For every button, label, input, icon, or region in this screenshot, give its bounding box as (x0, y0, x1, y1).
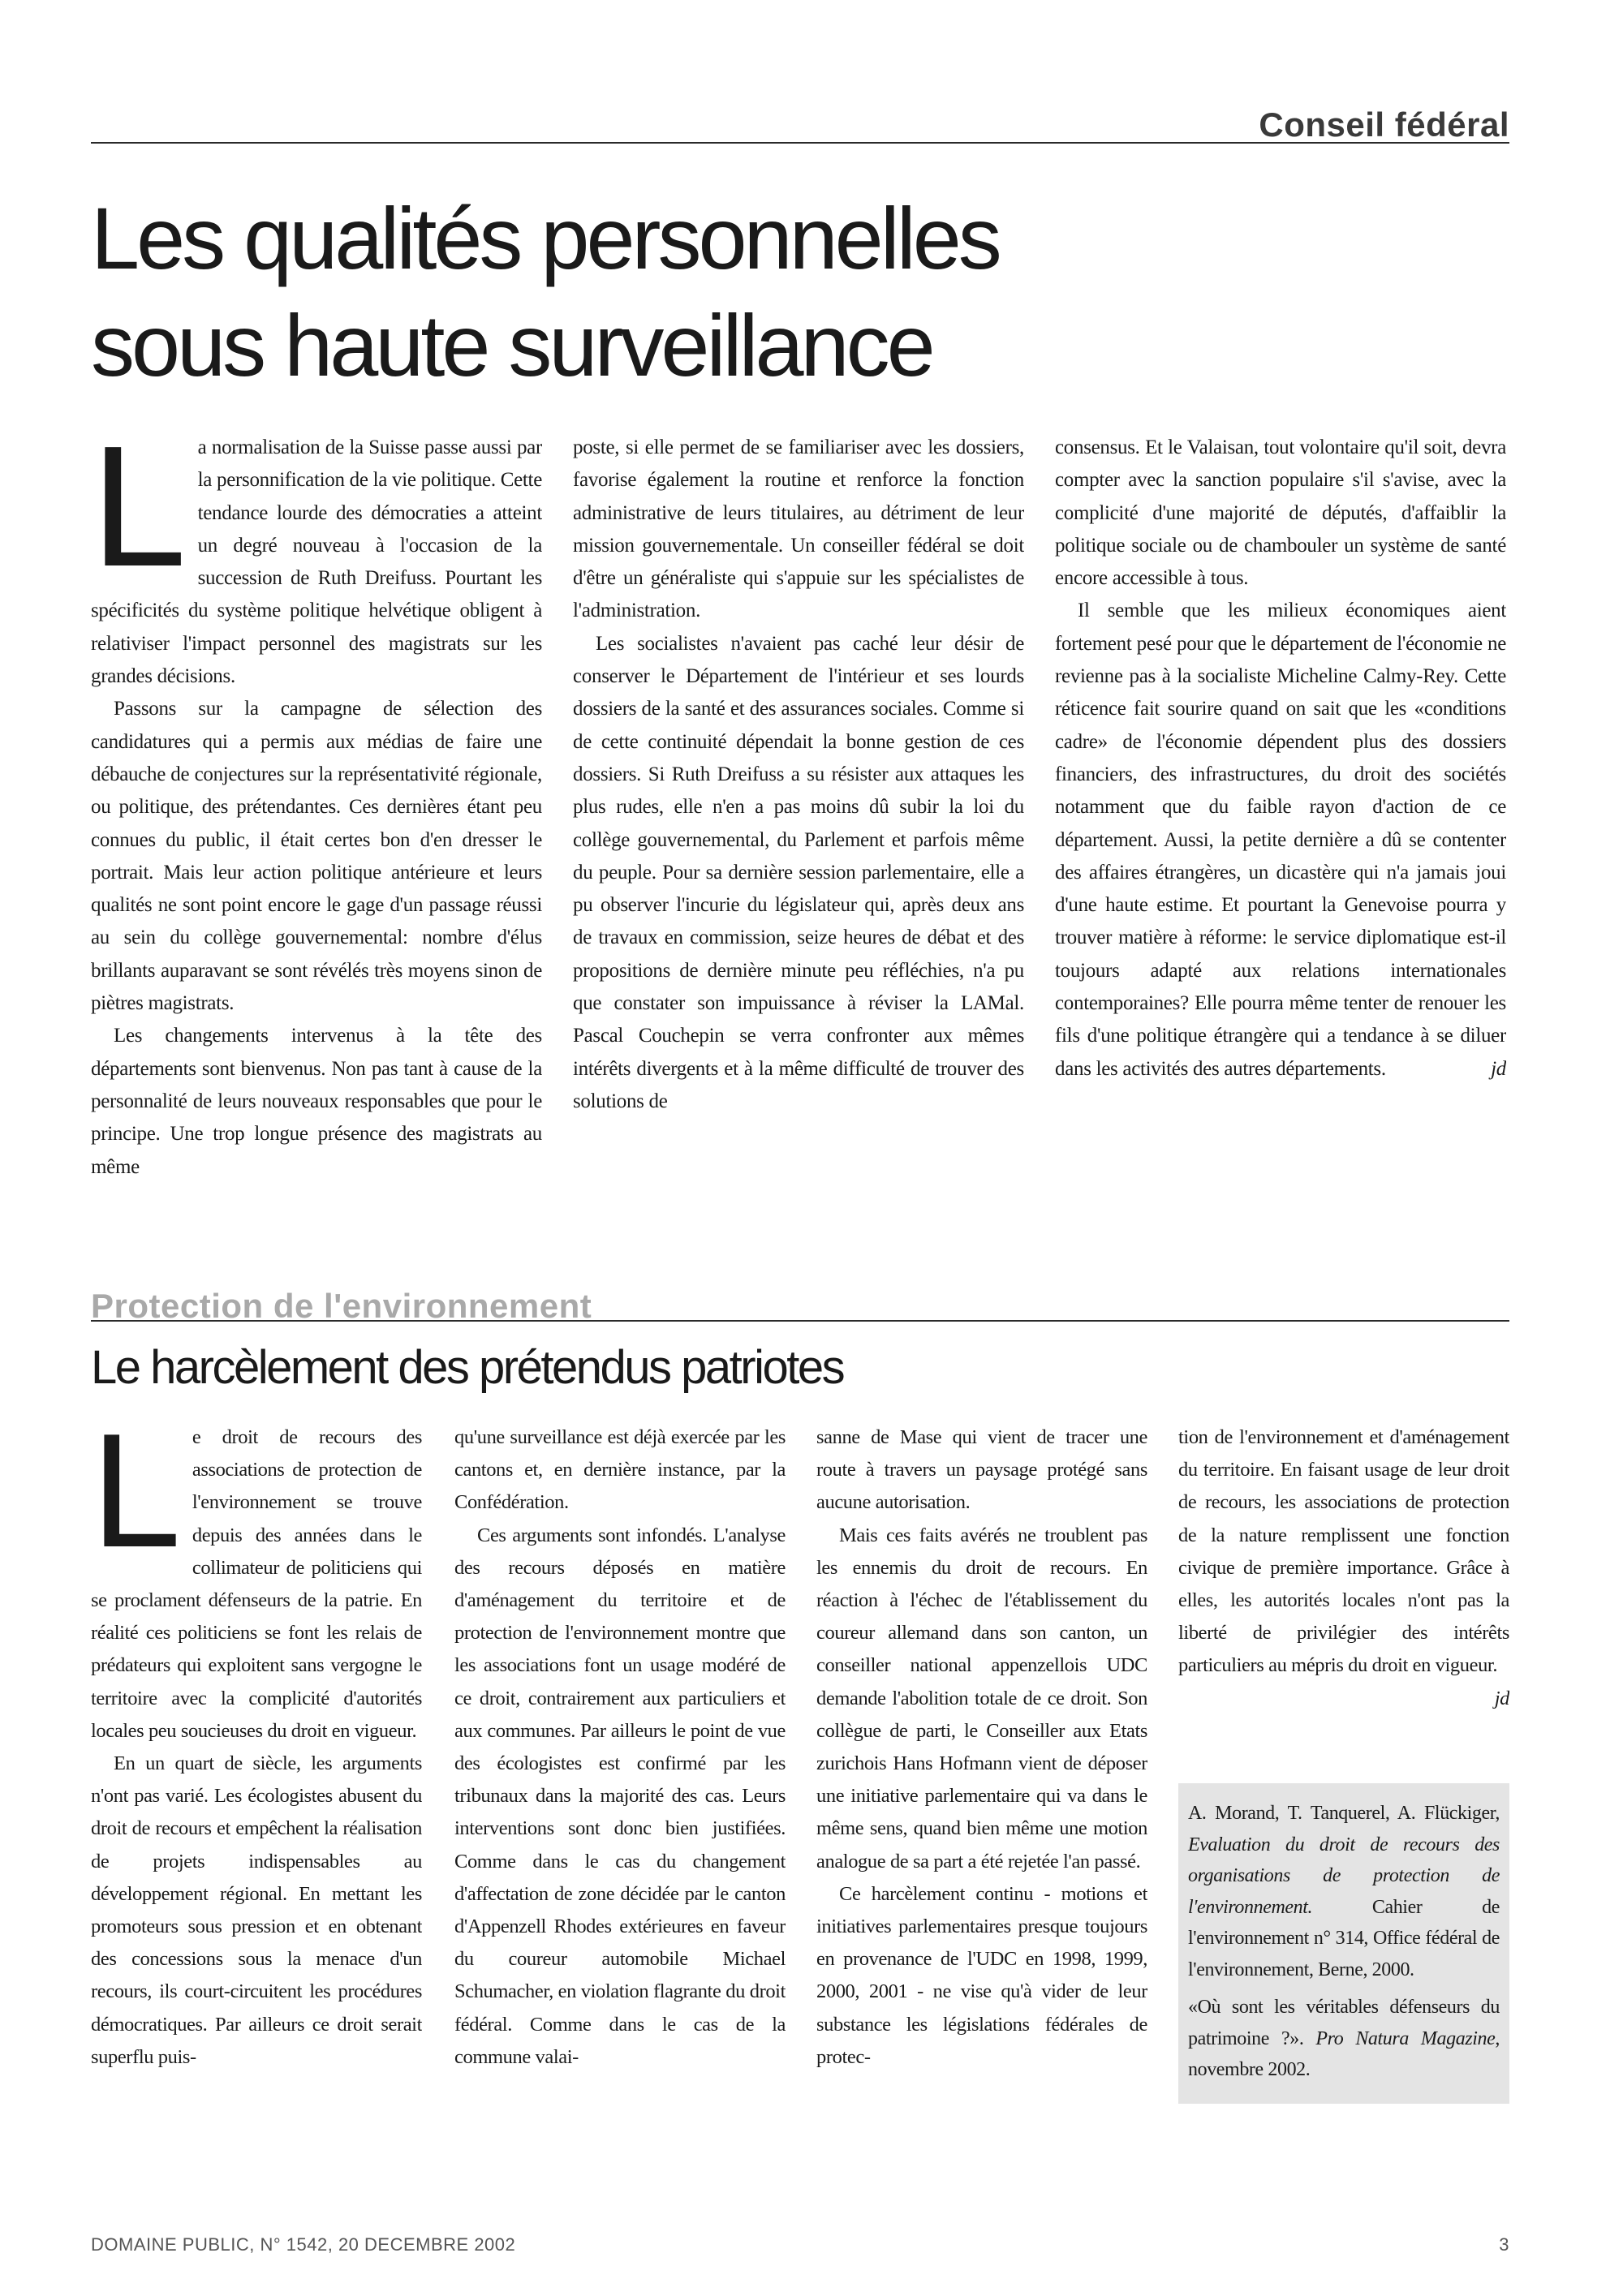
article2-paragraph: Ce harcèlement continu - motions et initiatives parlementaires presque toujours en provenance de l'UDC en 1998, 1999, 2000, 2001 - ne vise qu'à vider de leur substance les législations fédérales de protec- (816, 1882, 1147, 2068)
article1-paragraph: Il semble que les milieux économiques aient fortement pesé pour que le département de l'économie ne revienne pas à la socialiste Micheline Calmy-Rey. Cette réticence fait sourire quand on sait que les «conditions cadre» de l'économie dépendent plus des dossiers financiers, des infrastructures, du droit des sociétés notamment que du faible rayon d'action de ce département. Aussi, la petite dernière a dû se contenter des affaires étrangères, un dicastère qui n'a jamais joui d'une haute estime. Et pourtant la Genevoise pourra y trouver matière à réforme: le service diplomatique est-il toujours adapté aux relations internationales contemporaines? Elle pourra même tenter de renouer les fils d'une politique étrangère qui a tendance à se diluer dans les activités des autres départements. jd (1055, 595, 1506, 1085)
article2-paragraph: qu'une surveillance est déjà exercée par les cantons et, en dernière instance, par la Confédération. (454, 1426, 786, 1514)
author-signature: jd (1491, 1057, 1506, 1080)
article2-paragraph: Le droit de recours des associations de protection de l'environnement se trouve depuis des années dans le collimateur de politiciens qui se proclament défenseurs de la patrie. En réalité ces politiciens se font les relais de prédateurs qui exploitent sans vergogne le territoire avec la complicité d'autorités locales peu soucieuses du droit en vigueur. (91, 1421, 422, 1742)
article1-headline (91, 185, 1308, 399)
reference-title: Pro Natura Magazine (1315, 2027, 1496, 2049)
reference-item: «Où sont les véritables défenseurs du patrimoine ?». Pro Natura Magazine, novembre 2002. (1188, 1997, 1500, 2080)
headline-line-1: Les qualités personnelles (91, 189, 999, 287)
article2-paragraph: sanne de Mase qui vient de tracer une route à travers un paysage protégé sans aucune autorisation. (816, 1426, 1147, 1514)
footer-publication-info: DOMAINE PUBLIC, N° 1542, 20 DECEMBRE 2002 (91, 2234, 516, 2255)
reference-item: A. Morand, T. Tanquerel, A. Flückiger, Evaluation du droit de recours des organisations de protection de l'environnement. Cahier de l'environnement n° 314, Office fédéral de l'environnement, Berne, 2000. (1188, 1803, 1500, 1980)
page-number: 3 (1499, 2234, 1509, 2255)
drop-cap: L (91, 432, 187, 602)
article2-paragraph: En un quart de siècle, les arguments n'ont pas varié. Les écologistes abusent du droit de recours et empêchent la réalisation de projets indispensables au développement régional. En mettant les promoteurs sous pression et en obtenant des concessions sous la menace d'un recours, ils court-circuitent les procédures démocratiques. Par ailleurs ce droit serait superflu puis- (91, 1752, 422, 2068)
article2-column-4 (1178, 1421, 1509, 1778)
section-divider (91, 142, 1509, 144)
article2-headline: Le harcèlement des prétendus patriotes (91, 1341, 844, 1394)
article2-paragraph: tion de l'environnement et d'aménagement du territoire. En faisant usage de leur droit de recours, les associations de protection de la nature remplissent une fonction civique de première importance. Grâce à elles, les autorités locales n'ont pas la liberté de privilégier des intérêts particuliers au mépris du droit en vigueur. jd (1178, 1421, 1509, 1683)
section-label-conseil-federal: Conseil fédéral (1259, 105, 1509, 144)
reference-title: Evaluation du droit de recours des organisations de protection de l'environnement. (1188, 1834, 1500, 1918)
article1-paragraph: consensus. Et le Valaisan, tout volontaire qu'il soit, devra compter avec la sanction populaire s'il s'avise, avec la complicité d'une majorité de députés, d'affaiblir la politique sociale ou de chambouler un système de santé encore accessible à tous. (1055, 436, 1506, 590)
author-signature: jd (1494, 1687, 1509, 1709)
article1-paragraph: poste, si elle permet de se familiariser avec les dossiers, favorise également la routine et renforce la fonction administrative de leurs titulaires, au détriment de leur mission gouvernementale. Un conseiller fédéral se doit d'être un généraliste qui s'appuie sur les spécialistes de l'administration. (573, 436, 1024, 622)
article2-column-3 (816, 1421, 1147, 2176)
section-divider (91, 1320, 1509, 1322)
references-sidebar (1178, 1783, 1509, 2104)
article2-paragraph: Ces arguments sont infondés. L'analyse des recours déposés en matière d'aménagement du territoire et de protection de l'environnement montre que les associations font un usage modéré de ce droit, contrairement aux particuliers et aux communes. Par ailleurs le point de vue des écologistes est confirmé par les tribunaux dans la majorité des cas. Leurs interventions sont donc bien justifiées. Comme dans le cas du changement d'affectation de zone décidée par le canton d'Appenzell Rhodes extérieures en faveur du coureur automobile Michael Schumacher, en violation flagrante du droit fédéral. Comme dans le cas de la commune valai- (454, 1524, 786, 2068)
article1-paragraph: Les changements intervenus à la tête des départements sont bienvenus. Non pas tant à cause de la personnalité de leurs nouveaux responsables que pour le principe. Une trop longue présence des magistrats au même (91, 1025, 542, 1178)
article1-column-2 (573, 432, 1024, 1227)
article2-column-1 (91, 1421, 422, 2176)
section-label-protection-environnement: Protection de l'environnement (91, 1287, 592, 1325)
article1-paragraph: Passons sur la campagne de sélection des candidatures qui a permis aux médias de faire une débauche de conjectures sur la représentativité régionale, ou politique, des prétendantes. Ces dernières étant peu connues du public, il était certes bon d'en dresser le portrait. Mais leur action politique antérieure et leurs qualités ne sont point encore le gage d'un passage réussi au sein du collège gouvernemental: nombre d'élus brillants auparavant se sont révélés très moyens sinon de piètres magistrats. (91, 698, 542, 1015)
headline-line-2: sous haute surveillance (91, 296, 932, 394)
article1-column-3 (1055, 432, 1506, 1227)
drop-cap: L (91, 1421, 181, 1581)
article1-paragraph: Les socialistes n'avaient pas caché leur désir de conserver le Département de l'intérieur et ses lourds dossiers de la santé et des assurances sociales. Comme si de cette continuité dépendait la bonne gestion de ces dossiers. Si Ruth Dreifuss a su résister aux attaques les plus rudes, elle n'en a pas moins dû subir la loi du collège gouvernemental, du Parlement et parfois même du peuple. Pour sa dernière session parlementaire, elle a pu observer l'incurie du législateur qui, après deux ans de travaux en commission, seize heures de débat et des propositions de dernière minute peu réfléchies, n'a pu que constater son impuissance à réviser la LAMal. Pascal Couchepin se verra confronter aux mêmes intérêts divergents et à la même difficulté de trouver des solutions de (573, 632, 1024, 1112)
article2-column-2 (454, 1421, 786, 2176)
article1-column-1 (91, 432, 542, 1227)
article1-paragraph: La normalisation de la Suisse passe aussi par la personnification de la vie politique. Cette tendance lourde des démocraties a atteint un degré nouveau à l'occasion de la succession de Ruth Dreifuss. Pourtant les spécificités du système politique helvétique obligent à relativiser l'impact personnel des magistrats sur les grandes décisions. (91, 432, 542, 688)
article2-paragraph: Mais ces faits avérés ne troublent pas les ennemis du droit de recours. En réaction à l'échec de l'établissement du coureur allemand dans son canton, un conseiller national appenzellois UDC demande l'abolition totale de ce droit. Son collègue de parti, le Conseiller aux Etats zurichois Hans Hofmann vient de déposer une initiative parlementaire qui va dans le même sens, quand bien même une motion analogue de sa part a été rejetée l'an passé. (816, 1524, 1147, 1872)
